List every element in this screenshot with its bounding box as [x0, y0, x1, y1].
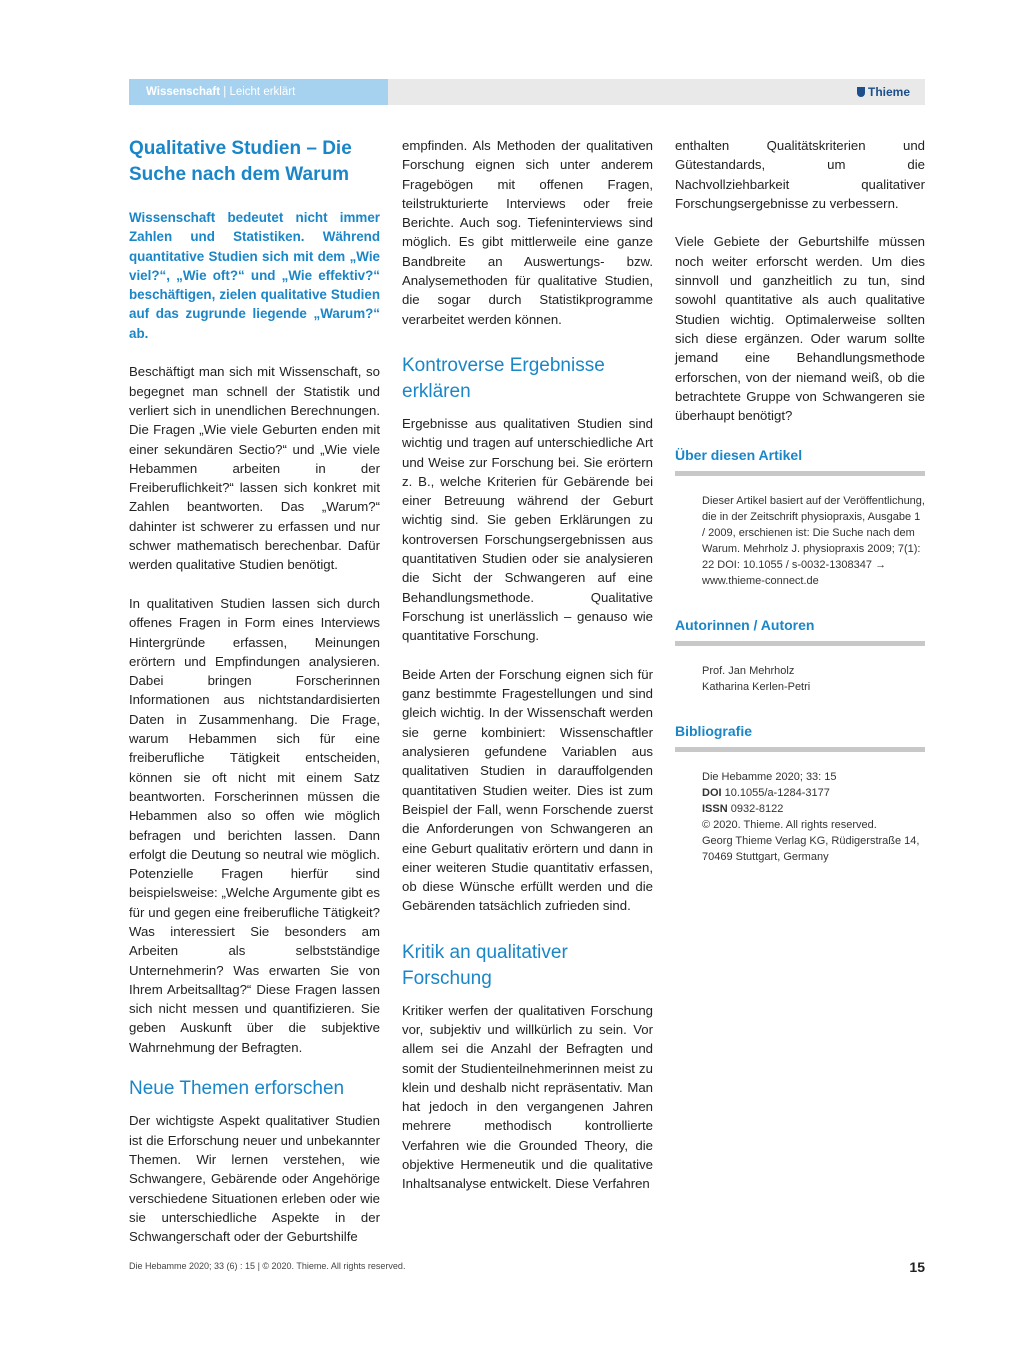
publisher-line-1: Georg Thieme Verlag KG, Rüdigerstraße 14, [702, 834, 920, 847]
copyright-line: © 2020. Thieme. All rights reserved. [702, 818, 877, 831]
paragraph-2: In qualitativen Studien lassen sich durch offenes Fragen in Form eines Interviews Hintergründe erfassen, Meinungen erörtern und Empfindungen analysieren. Dabei bringen Forscherinnen Informationen aus nichtstandardisierten Daten in Zusammenhang. Die Frage, warum Hebammen sich für eine freiberufliche Tätigkeit entscheiden, können sie oft nicht mit einem Satz beantworten. Forscherinnen müssen die Hebammen also so offen wie möglich befragen und berichten lassen. Dann erfolgt die Deutung so neutral wie möglich. Potenzielle Fragen hierfür sind beispielsweise: „Welche Argumente gibt es für und gegen eine freiberufliche Tätigkeit? Was interessiert Sie besonders am Arbeiten als selbstständige Unternehmerin? Was erwarten Sie von Ihrem Arbeitsalltag?“ Diese Fragen lassen sich nicht messen und quantifizieren. Sie geben Auskunft über die subjektive Wahrnehmung der Befragten. [129, 595, 380, 1055]
heading-kritik: Kritik an qualitativer Forschung [402, 941, 568, 989]
paragraph-6-part: Kritiker werfen der qualitativen Forschung vor, subjektiv und willkürlich zu sein. Vor allem sei die Anzahl der Befragten und somit der Studienteilnehmerinnen meist zu klein und deshalb nicht repräsentativ. Man hat jedoch in den vergangenen Jahren mehrere methodisch kontrollierte Verfahren wie die Grounded Theory, die objektive Hermeneutik und die qualitative Inhaltsanalyse entwickelt. Diese Verfahren [402, 1002, 653, 1192]
paragraph-7: Viele Gebiete der Geburtshilfe müssen noch weiter erforscht werden. Um dies sinnvoll und ganzheitlich zu tun, sind sowohl quantitative als auch qualitative Studien wichtig. Optimalerweise sollten sich diese ergänzen. Oder warum sollte jemand eine Behandlungsmethode erforschen, von der niemand weiß, ob die betrachtete Gruppe von Schwangeren sie überhaupt benötigt? [675, 234, 925, 424]
section-label: Wissenschaft [146, 86, 221, 98]
paragraph-3-part: Der wichtigste Aspekt qualitativer Studien ist die Erforschung neuer und unbekannter Themen. Wir lernen verstehen, wie Schwangere, Gebärende oder Angehörige verschiedene Situationen erleben oder wie sie unterschiedliche Aspekte in der Schwangerschaft oder der Geburtshilfe [129, 1113, 380, 1245]
page-number: 15 [909, 1259, 925, 1275]
heading-kontroverse: Kontroverse Ergebnisse erklären [402, 354, 605, 402]
publisher-line-2: 70469 Stuttgart, Germany [702, 850, 829, 863]
paragraph-4: Ergebnisse aus qualitativen Studien sind wichtig und tragen auf unterschiedliche Art und Weise zur Forschung bei. Sie erörtern z. B., welche Kriterien für Gebärende bei einer Betreuung während der Geburt wichtig sind. Sie geben Erklärungen zu kontroversen Forschungsergebnissen aus quantitativen Studien oder sie analysieren die Sicht der Schwangeren auf eine Behandlungsmethode. Qualitative Forschung ist unerlässlich – genauso wie quantitative Forschung. [402, 415, 653, 644]
shield-icon [857, 87, 865, 97]
article-lead: Wissenschaft bedeutet nicht immer Zahlen und Statistiken. Während quantitative Studien sich mit dem „Wie viel?“, „Wie oft?“ und „Wie effektiv?“ beschäftigen, zielen qualitative Studien auf das zugrunde liegende „Warum?“ ab. [129, 210, 380, 341]
bibliography-journal: Die Hebamme 2020; 33: 15 [702, 770, 837, 783]
footer-citation: Die Hebamme 2020; 33 (6) : 15 | © 2020. Thieme. All rights reserved. [129, 1261, 406, 1271]
column-1 [129, 136, 380, 1266]
section-tab [129, 79, 388, 105]
divider [675, 471, 925, 476]
column-2 [402, 136, 653, 1213]
thieme-logo [857, 79, 910, 105]
article-title: Qualitative Studien – Die Suche nach dem Warum [129, 138, 352, 185]
authors-box [675, 663, 925, 695]
logo-text: Thieme [867, 85, 910, 99]
subsection-label: Leicht erklärt [229, 86, 296, 98]
paragraph-6-continued: enthalten Qualitätskriterien und Gütestandards, um die Nachvollziehbarkeit qualitativer Forschungsergebnisse zu verbessern. [675, 138, 925, 211]
heading-neue-themen: Neue Themen erforschen [129, 1078, 345, 1100]
paragraph-3-continued: empfinden. Als Methoden der qualitativen Forschung eignen sich unter anderem Fragebögen mit offenen Fragen, teilstrukturierte Interviews oder freie Berichte. Auch sog. Tiefeninterviews sind möglich. Es gibt mittlerweile eine ganze Bandbreite an Auswertungs- bzw. Analysemethoden für qualitative Studien, die sogar durch Statistikprogramme verarbeitet werden können. [402, 138, 653, 327]
about-box [675, 493, 925, 589]
doi-value: 10.1055/a-1284-3177 [724, 786, 830, 799]
authors-heading: Autorinnen / Autoren [675, 616, 815, 633]
issn-line [702, 801, 925, 817]
about-heading: Über diesen Artikel [675, 446, 803, 463]
doi-line [702, 785, 925, 801]
bibliography-box [675, 769, 925, 865]
bibliography-heading: Bibliografie [675, 722, 753, 739]
doi-label: DOI [702, 786, 722, 799]
header-bar [129, 79, 925, 105]
divider [675, 747, 925, 752]
paragraph-1: Beschäftigt man sich mit Wissenschaft, so begegnet man schnell der Statistik und verliert sich in unendlichen Berechnungen. Die Fragen „Wie viele Geburten enden mit einer sekundären Sectio?“ und „Wie viele Hebammen arbeiten in der Freiberuflichkeit?“ lassen sich konkret mit Zahlen beantworten. Das „Warum?“ dahinter ist schwerer zu erfassen und nur schwer mathematisch berechenbar. Dafür werden qualitative Studien benötigt. [129, 364, 380, 573]
author-2: Katharina Kerlen-Petri [702, 680, 811, 693]
paragraph-5: Beide Arten der Forschung eignen sich für ganz bestimmte Fragestellungen und sind gleich wichtig. In der Wissenschaft werden sie gerne kombiniert: Wissenschaftler analysieren gefundene Variablen aus qualitativen Studien in darauffolgenden quantitativen Studien weiter. Dies ist zum Beispiel der Fall, wenn Forschende zuerst die Anforderungen von Schwangeren an eine Geburt qualitativ erörtern und dann in einer weiteren Studie quantitativ erfassen, ob diese Wünsche erfüllt werden und die Gebärenden tatsächlich zufrieden sind. [402, 666, 653, 914]
column-3 [675, 136, 925, 891]
divider [675, 641, 925, 646]
section-separator: | [223, 86, 227, 98]
about-text: Dieser Artikel basiert auf der Veröffentlichung, die in der Zeitschrift physiopraxis, Ausgabe 1 / 2009, erschienen ist: Die Suche nach dem Warum. Mehrholz J. physiopraxis 2009; 7(1): 22 DOI: 10.1055 / s-0032-1308347 → www.thieme-connect.de [702, 494, 925, 587]
issn-label: ISSN [702, 802, 728, 815]
issn-value: 0932-8122 [730, 802, 784, 815]
author-1: Prof. Jan Mehrholz [702, 664, 795, 677]
